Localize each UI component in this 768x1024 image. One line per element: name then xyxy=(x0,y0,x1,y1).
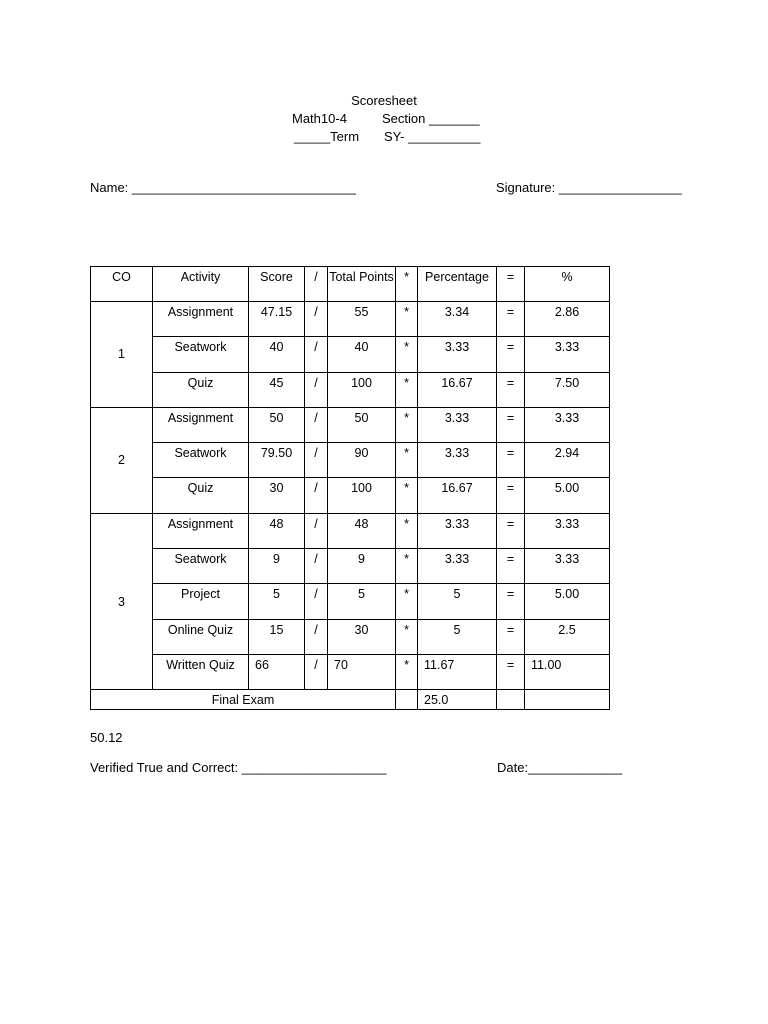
score-cell: 79.50 xyxy=(260,446,293,461)
table-row xyxy=(91,654,610,689)
section-field: Section _______ xyxy=(382,111,480,126)
total-points-cell: 100 xyxy=(351,375,372,390)
star-cell: * xyxy=(404,622,409,637)
total-points-cell: 30 xyxy=(354,622,369,637)
star-cell: * xyxy=(404,410,409,425)
table-row xyxy=(91,372,610,407)
header-equals: = xyxy=(506,270,515,284)
activity-cell: Project xyxy=(181,587,220,602)
equals-cell: = xyxy=(506,446,515,461)
final-exam-empty-cell xyxy=(396,690,418,710)
total-points-cell: 100 xyxy=(351,481,372,496)
header-co: CO xyxy=(112,270,131,284)
result-cell: 2.5 xyxy=(558,622,576,637)
equals-cell: = xyxy=(506,340,515,355)
percentage-cell: 3.33 xyxy=(444,340,470,355)
table-row xyxy=(91,584,610,619)
total-points-cell: 55 xyxy=(354,305,369,319)
score-cell: 5 xyxy=(273,587,280,602)
final-exam-row xyxy=(91,690,610,710)
table-row xyxy=(91,549,610,584)
co-number: 1 xyxy=(118,347,125,362)
star-cell: * xyxy=(404,657,409,672)
total-points-cell: 40 xyxy=(354,340,369,355)
header-percentage: Percentage xyxy=(425,270,489,284)
equals-cell: = xyxy=(506,481,515,496)
equals-cell: = xyxy=(506,587,515,602)
activity-cell: Seatwork xyxy=(174,552,227,567)
subject-code: Math10-4 xyxy=(292,111,347,126)
total-points-cell: 9 xyxy=(358,552,365,567)
table-row xyxy=(91,513,610,548)
star-cell: * xyxy=(404,552,409,567)
co-number: 3 xyxy=(118,594,125,609)
star-cell: * xyxy=(404,481,409,496)
final-exam-empty-cell xyxy=(497,690,525,710)
percentage-cell: 3.33 xyxy=(444,552,470,567)
percentage-cell: 3.33 xyxy=(444,516,470,531)
result-cell: 5.00 xyxy=(554,481,580,496)
result-cell: 2.86 xyxy=(554,305,580,319)
score-cell: 50 xyxy=(269,410,284,425)
table-header-row xyxy=(91,267,610,302)
result-cell: 3.33 xyxy=(554,340,580,355)
score-cell: 15 xyxy=(269,622,284,637)
table-row xyxy=(91,407,610,442)
activity-cell: Quiz xyxy=(187,481,214,496)
table-row xyxy=(91,337,610,372)
co-number: 2 xyxy=(118,453,125,468)
score-cell: 45 xyxy=(269,375,284,390)
table-row xyxy=(91,478,610,513)
header-star: * xyxy=(404,270,409,284)
percentage-cell: 3.34 xyxy=(444,305,470,319)
name-field: Name: _______________________________ xyxy=(90,180,357,195)
activity-cell: Online Quiz xyxy=(167,622,234,637)
signature-field: Signature: _________________ xyxy=(496,180,682,195)
equals-cell: = xyxy=(506,516,515,531)
score-cell: 47.15 xyxy=(260,305,293,319)
result-cell: 7.50 xyxy=(554,375,580,390)
equals-cell: = xyxy=(506,622,515,637)
equals-cell: = xyxy=(506,657,515,672)
activity-cell: Seatwork xyxy=(174,446,227,461)
score-cell: 40 xyxy=(269,340,284,355)
table-row xyxy=(91,302,610,337)
percentage-cell: 16.67 xyxy=(441,375,473,390)
header-result: % xyxy=(561,270,573,284)
total-points-cell: 90 xyxy=(354,446,369,461)
final-exam-percentage: 25.0 xyxy=(424,693,449,708)
percentage-cell: 3.33 xyxy=(444,446,470,461)
star-cell: * xyxy=(404,305,409,319)
verified-field: Verified True and Correct: ____________________ xyxy=(90,760,387,775)
activity-cell: Assignment xyxy=(167,305,234,319)
table-row xyxy=(91,443,610,478)
header-total-points: Total Points xyxy=(329,270,394,284)
percentage-cell: 5 xyxy=(453,622,461,637)
slash-cell: / xyxy=(314,481,318,496)
result-cell: 3.33 xyxy=(554,552,580,567)
result-cell: 3.33 xyxy=(554,410,580,425)
header-slash: / xyxy=(314,270,318,284)
slash-cell: / xyxy=(314,340,318,355)
star-cell: * xyxy=(404,516,409,531)
header-score: Score xyxy=(260,270,293,284)
slash-cell: / xyxy=(314,622,318,637)
star-cell: * xyxy=(404,587,409,602)
total-points-cell: 5 xyxy=(358,587,365,602)
date-field: Date:_____________ xyxy=(497,760,623,775)
slash-cell: / xyxy=(314,587,318,602)
equals-cell: = xyxy=(506,410,515,425)
percentage-cell: 3.33 xyxy=(444,410,470,425)
slash-cell: / xyxy=(314,516,318,531)
slash-cell: / xyxy=(314,410,318,425)
star-cell: * xyxy=(404,446,409,461)
page-title: Scoresheet xyxy=(351,93,417,108)
slash-cell: / xyxy=(314,552,318,567)
total-points-cell: 50 xyxy=(354,410,369,425)
score-table xyxy=(90,266,610,710)
star-cell: * xyxy=(404,340,409,355)
result-cell: 5.00 xyxy=(554,587,580,602)
total-points-cell: 70 xyxy=(334,657,348,672)
total-points-cell: 48 xyxy=(354,516,369,531)
school-year-field: SY- __________ xyxy=(384,129,481,144)
activity-cell: Written Quiz xyxy=(166,657,235,672)
percentage-cell: 16.67 xyxy=(441,481,473,496)
slash-cell: / xyxy=(314,305,318,319)
activity-cell: Assignment xyxy=(167,410,234,425)
result-cell: 3.33 xyxy=(554,516,580,531)
table-row xyxy=(91,619,610,654)
total-score: 50.12 xyxy=(90,730,123,745)
score-cell: 66 xyxy=(255,657,269,672)
slash-cell: / xyxy=(314,375,318,390)
activity-cell: Quiz xyxy=(187,375,214,390)
equals-cell: = xyxy=(506,305,515,319)
final-exam-label: Final Exam xyxy=(211,693,275,708)
slash-cell: / xyxy=(314,446,318,461)
equals-cell: = xyxy=(506,552,515,567)
slash-cell: / xyxy=(314,657,318,672)
activity-cell: Seatwork xyxy=(174,340,227,355)
score-cell: 48 xyxy=(269,516,284,531)
term-field: _____Term xyxy=(294,129,360,144)
percentage-cell: 11.67 xyxy=(424,657,455,672)
percentage-cell: 5 xyxy=(453,587,461,602)
final-exam-empty-cell xyxy=(525,690,610,710)
score-cell: 9 xyxy=(273,552,280,567)
result-cell: 11.00 xyxy=(531,657,562,672)
score-cell: 30 xyxy=(269,481,284,496)
star-cell: * xyxy=(404,375,409,390)
result-cell: 2.94 xyxy=(554,446,580,461)
activity-cell: Assignment xyxy=(167,516,234,531)
equals-cell: = xyxy=(506,375,515,390)
header-activity: Activity xyxy=(180,270,221,284)
